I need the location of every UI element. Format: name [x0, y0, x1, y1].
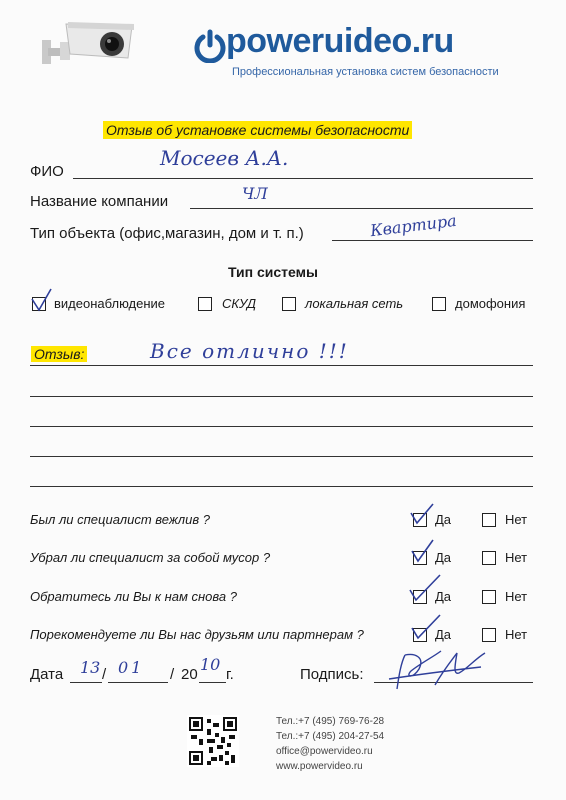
power-icon: [193, 29, 227, 63]
form-title: Отзыв об установке системы безопасности: [103, 121, 412, 139]
check-mark-icon: [409, 501, 435, 532]
q3-no-label: Нет: [505, 589, 528, 604]
q1-yes-label: Да: [435, 512, 452, 527]
object-label: Тип объекта (офис,магазин, дом и т. п.): [30, 225, 304, 242]
q1-no-label: Нет: [505, 512, 528, 527]
review-line-2: [30, 396, 533, 397]
date-month-value: 01: [118, 658, 145, 677]
review-line-1: [30, 365, 533, 366]
company-underline: [190, 208, 533, 209]
system-label-video: видеонаблюдение: [54, 296, 166, 311]
camera-logo: [38, 14, 138, 89]
q4-no-label: Нет: [505, 627, 528, 642]
q4-no-checkbox[interactable]: [482, 628, 496, 642]
date-label: Дата: [30, 666, 64, 683]
system-label-skud: СКУД: [222, 296, 257, 311]
signature-scribble: [385, 645, 495, 700]
review-line-4: [30, 456, 533, 457]
q3-yes-label: Да: [435, 589, 452, 604]
review-label: Отзыв:: [31, 346, 87, 362]
q2-no-label: Нет: [505, 550, 528, 565]
question-2: Убрал ли специалист за собой мусор ?: [30, 550, 271, 565]
fio-label: ФИО: [30, 163, 64, 180]
footer-email[interactable]: office@powervideo.ru: [276, 746, 373, 757]
question-3: Обратитесь ли Вы к нам снова ?: [30, 589, 237, 604]
qr-code-icon: [187, 715, 239, 767]
object-value: Квартира: [369, 210, 458, 241]
fio-underline: [73, 178, 533, 179]
check-mark-icon: [409, 537, 435, 570]
brand-tagline: Профессиональная установка систем безопасности: [232, 66, 499, 78]
check-mark-icon: [30, 287, 54, 318]
review-line-5: [30, 486, 533, 487]
system-checkbox-lan[interactable]: [282, 297, 296, 311]
q2-yes-label: Да: [435, 550, 452, 565]
footer-phone-2: Тел.:+7 (495) 204-27-54: [276, 731, 385, 742]
q1-no-checkbox[interactable]: [482, 513, 496, 527]
brand-name: poweruideo.ru: [226, 22, 454, 60]
company-label: Название компании: [30, 193, 169, 210]
system-checkbox-intercom[interactable]: [432, 297, 446, 311]
system-checkbox-skud[interactable]: [198, 297, 212, 311]
date-slash-1: /: [102, 666, 107, 683]
date-suffix: г.: [226, 666, 234, 683]
system-heading: Тип системы: [228, 264, 318, 280]
question-4: Порекомендуете ли Вы нас друзьям или партнерам ?: [30, 627, 364, 642]
date-year-prefix: 20: [181, 666, 198, 683]
date-year-underline: [199, 682, 226, 683]
q2-no-checkbox[interactable]: [482, 551, 496, 565]
footer-website[interactable]: www.powervideo.ru: [276, 761, 363, 772]
review-value: Все отлично !!!: [150, 339, 349, 363]
system-label-lan: локальная сеть: [305, 296, 404, 311]
date-year-value: 10: [200, 655, 221, 674]
q3-no-checkbox[interactable]: [482, 590, 496, 604]
signature-label: Подпись:: [300, 666, 364, 683]
date-day-underline: [70, 682, 102, 683]
question-1: Был ли специалист вежлив ?: [30, 512, 210, 527]
footer-phone-1: Тел.:+7 (495) 769-76-28: [276, 716, 385, 727]
date-slash-2: /: [170, 666, 175, 683]
review-line-3: [30, 426, 533, 427]
system-label-intercom: домофония: [455, 296, 526, 311]
company-value: ЧЛ: [242, 184, 268, 203]
q4-yes-label: Да: [435, 627, 452, 642]
date-day-value: 13: [80, 658, 101, 677]
fio-value: Мосеев А.А.: [160, 146, 289, 170]
object-underline: [332, 240, 533, 241]
date-month-underline: [108, 682, 168, 683]
